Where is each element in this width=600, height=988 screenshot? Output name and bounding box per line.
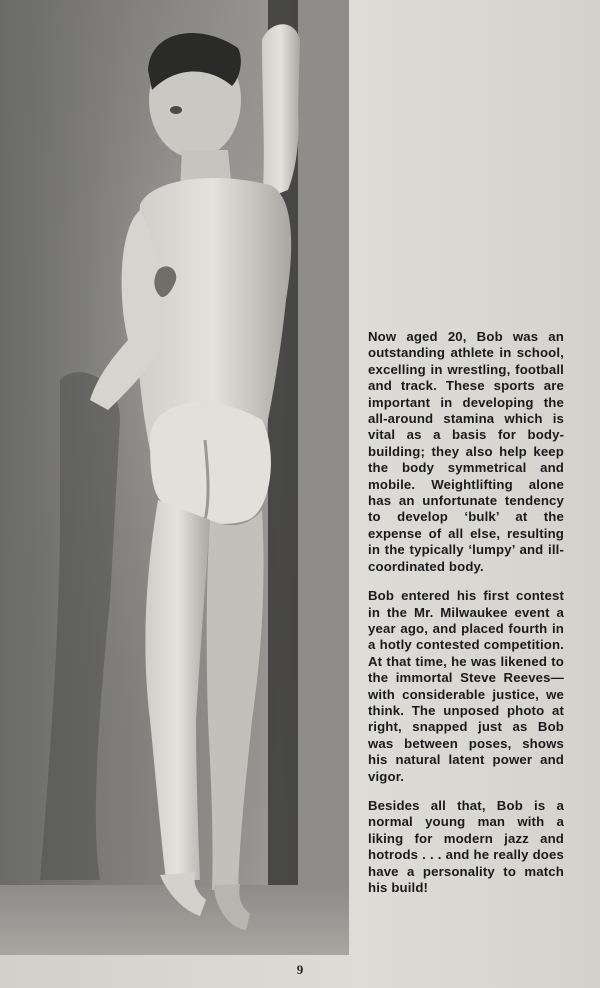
article-paragraph-2: Bob entered his first contest in the Mr. Milwaukee event a year ago, and placed fourth in a hotly contested competition. At that time, he was likened to the immortal Steve Reeves—with considerable justice, we think. The unposed photo at right, snapped just as Bob was between poses, shows his natural latent power and vigor.	[368, 588, 564, 784]
article-text	[368, 329, 564, 909]
article-paragraph-3: Besides all that, Bob is a normal young man with a liking for modern jazz and hotrods . . . and he really does have a personality to match his build!	[368, 797, 564, 895]
page-number: 9	[296, 962, 304, 977]
article-paragraph-1: Now aged 20, Bob was an outstanding athlete in school, excelling in wrestling, football and track. These sports are important in developing the all-around stamina which is vital as a basis for bodybuilding; they also help keep the body symmetrical and mobile. Weightlifting alone has an unfortunate tendency to develop ‘bulk’ at the expense of all else, resulting in the typically ‘lumpy’ and ill-coordinated body.	[368, 329, 564, 574]
